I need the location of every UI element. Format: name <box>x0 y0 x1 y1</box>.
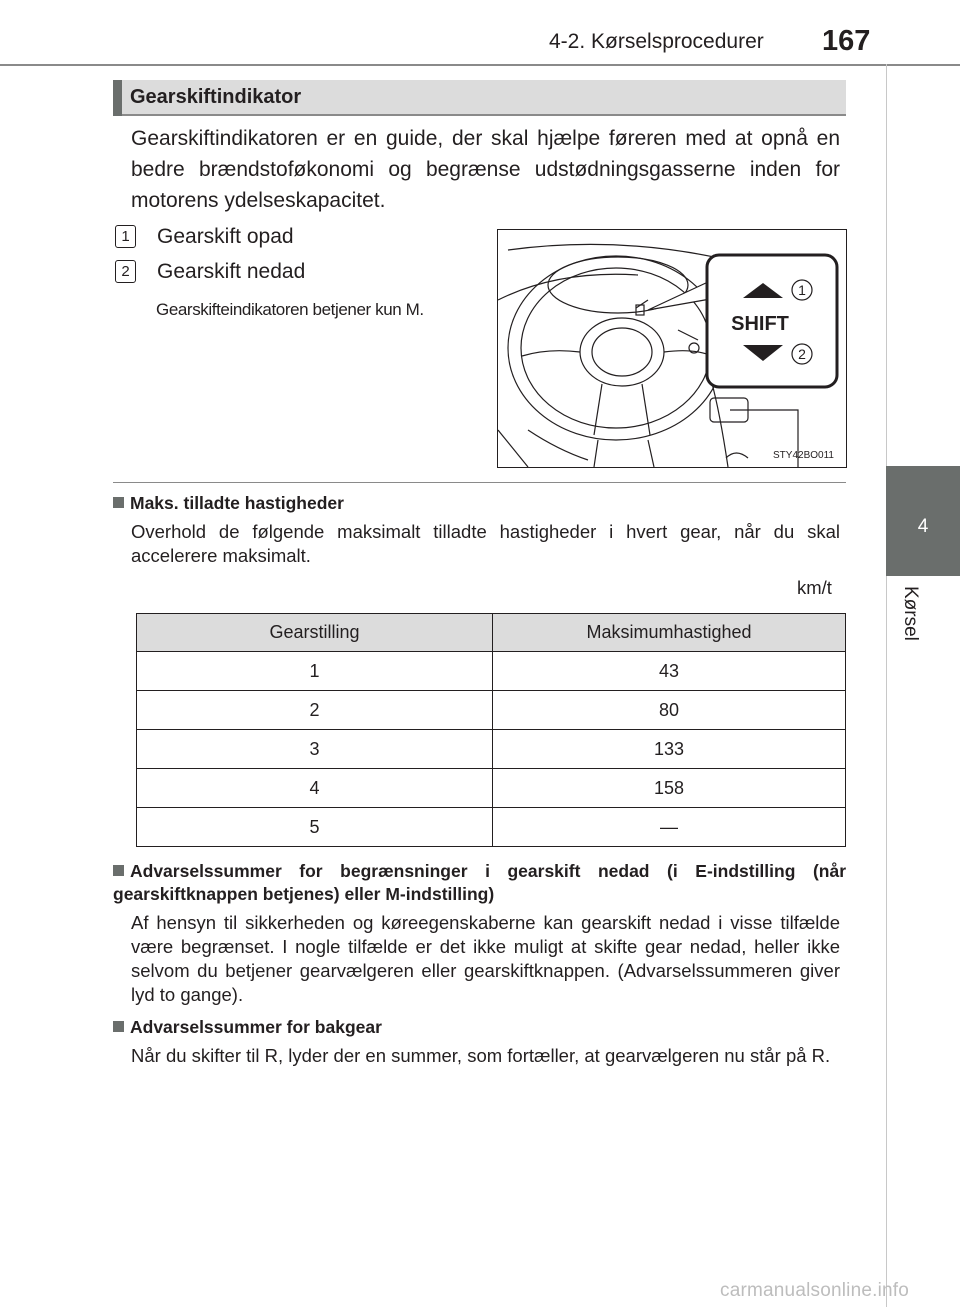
warning2-heading-text: Advarselssummer for bakgear <box>130 1017 382 1037</box>
speeds-body: Overhold de følgende maksimalt tilladte hastigheder i hvert gear, når du skal accelerere maksimalt. <box>131 521 840 566</box>
margin-rule <box>886 64 887 1307</box>
gear-cell: 4 <box>137 769 493 808</box>
gear-cell: 1 <box>137 652 493 691</box>
bullet-square-icon <box>113 865 124 876</box>
table-header-row <box>137 614 846 652</box>
header-divider <box>0 64 960 66</box>
shift-label: SHIFT <box>731 313 789 335</box>
speed-table <box>136 613 846 847</box>
speed-cell: 133 <box>493 730 846 769</box>
warning1-heading-text: Advarselssummer for begrænsninger i gearskift nedad (i E-indstilling (når gearskiftknappen betjenes) eller M-indstilling) <box>113 861 846 904</box>
list-number-2: 2 <box>115 260 136 283</box>
section-divider <box>113 482 846 483</box>
warning1-heading <box>113 860 846 906</box>
bullet-square-icon <box>113 497 124 508</box>
table-row <box>137 808 846 847</box>
dashboard-drawing <box>498 230 846 467</box>
speed-cell: — <box>493 808 846 847</box>
warning2-body: Når du skifter til R, lyder der en summer, som fortæller, at gearvælgeren nu står på R. <box>131 1045 831 1066</box>
watermark: carmanualsonline.info <box>720 1280 910 1301</box>
speeds-heading <box>113 493 344 514</box>
speed-cell: 43 <box>493 652 846 691</box>
title-accent <box>113 80 122 116</box>
section-title-bar <box>113 80 846 116</box>
column-header: Gearstilling <box>137 614 493 652</box>
column-header: Maksimumhastighed <box>493 614 846 652</box>
list-item-shift-down: Gearskift nedad <box>157 260 306 283</box>
list-item-shift-up: Gearskift opad <box>157 225 294 248</box>
table-row <box>137 691 846 730</box>
warning2-heading <box>113 1017 382 1038</box>
bullet-square-icon <box>113 1021 124 1032</box>
gear-cell: 3 <box>137 730 493 769</box>
page-number: 167 <box>822 25 871 57</box>
speeds-unit: km/t <box>797 577 832 598</box>
gear-cell: 5 <box>137 808 493 847</box>
warning1-body: Af hensyn til sikkerheden og køreegenskaberne kan gearskift nedad i visse tilfælde være begrænset. I nogle tilfælde er det ikke muligt at skifte gear nedad, heller ikke selvom du betjener gearvælgeren eller gearskiftknappen. (Advarselssummeren giver lyd to gange). <box>131 912 840 1005</box>
section-breadcrumb: 4-2. Kørselsprocedurer <box>549 30 764 53</box>
table-row <box>137 730 846 769</box>
speed-cell: 158 <box>493 769 846 808</box>
list-number-1: 1 <box>115 225 136 248</box>
chapter-label-text: Kørsel <box>900 586 921 641</box>
table-row <box>137 769 846 808</box>
dashboard-illustration <box>497 229 847 468</box>
dash-line <box>508 244 728 260</box>
chapter-number: 4 <box>917 516 929 537</box>
figure-code: STY42BO011 <box>773 450 834 461</box>
table-row <box>137 652 846 691</box>
speeds-heading-text: Maks. tilladte hastigheder <box>130 493 344 513</box>
gear-cell: 2 <box>137 691 493 730</box>
section-title: Gearskiftindikator <box>130 86 302 108</box>
speed-cell: 80 <box>493 691 846 730</box>
intro-paragraph: Gearskiftindikatoren er en guide, der skal hjælpe føreren med at opnå en bedre brændstoføkonomi og begrænse udstødningsgasserne inden for motorens ydelseskapacitet. <box>131 127 840 212</box>
chapter-label <box>891 586 931 656</box>
callout-2-number: 2 <box>798 346 806 362</box>
note-text: Gearskifteindikatoren betjener kun M. <box>156 300 424 319</box>
callout-1-number: 1 <box>798 282 806 298</box>
